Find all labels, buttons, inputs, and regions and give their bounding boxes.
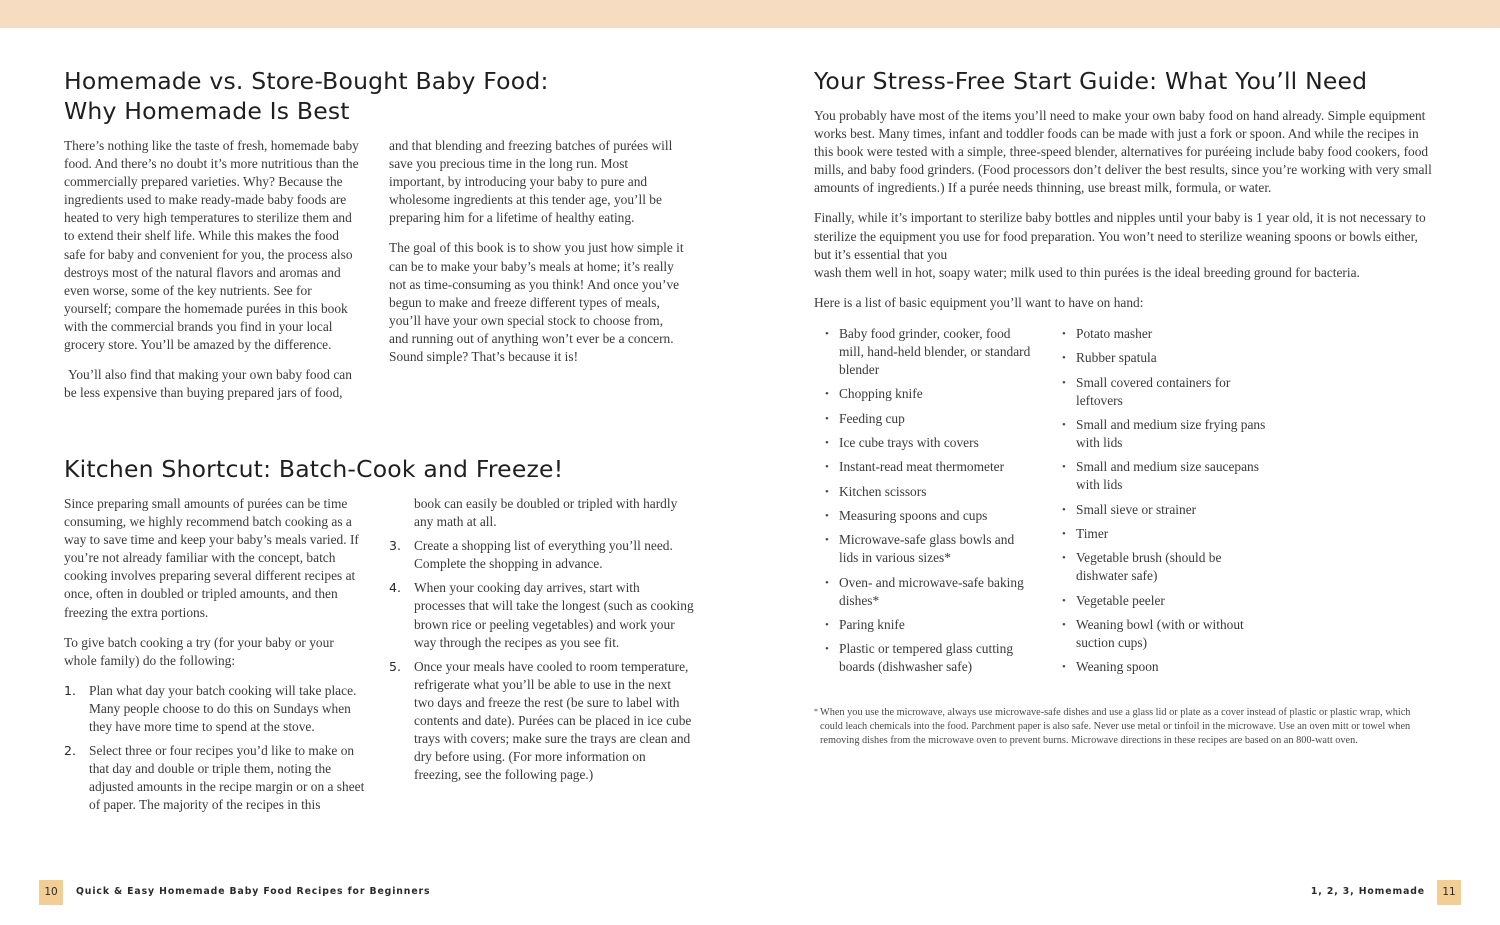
equipment-item-text: Weaning bowl (with or without suction cups) bbox=[1076, 616, 1244, 650]
footnote-asterisk: * bbox=[814, 707, 818, 716]
equipment-item-text: Vegetable brush (should be dishwater safe) bbox=[1076, 550, 1222, 584]
running-footer-left: Quick & Easy Homemade Baby Food Recipes for Beginners bbox=[76, 886, 431, 897]
step-number: 5. bbox=[389, 658, 401, 674]
section2-column-2 bbox=[389, 495, 694, 790]
equipment-item bbox=[825, 325, 1035, 379]
equipment-item bbox=[1062, 549, 1272, 585]
list-item bbox=[64, 742, 369, 814]
equipment-item bbox=[825, 531, 1035, 567]
bullet: • bbox=[825, 388, 829, 401]
equipment-list-right bbox=[1062, 325, 1272, 683]
bullet: • bbox=[825, 643, 829, 656]
equipment-item bbox=[825, 458, 1035, 476]
step-number: 1. bbox=[64, 682, 76, 698]
bullet: • bbox=[1062, 376, 1066, 389]
equipment-item-text: Oven- and microwave-safe baking dishes* bbox=[839, 574, 1024, 608]
top-color-band bbox=[0, 0, 1500, 28]
start-guide-body bbox=[814, 107, 1434, 324]
equipment-item bbox=[1062, 374, 1272, 410]
bullet: • bbox=[825, 576, 829, 589]
bullet: • bbox=[1062, 552, 1066, 565]
equipment-item bbox=[825, 434, 1035, 452]
equipment-item-text: Instant-read meat thermometer bbox=[839, 459, 1005, 475]
bullet: • bbox=[825, 534, 829, 547]
equipment-item-text: Small and medium size frying pans with lids bbox=[1076, 416, 1266, 451]
step-number: 2. bbox=[64, 743, 76, 759]
equipment-item-text: Baby food grinder, cooker, food mill, hand-held blender, or standard blender bbox=[839, 326, 1031, 378]
bullet: • bbox=[1062, 461, 1066, 474]
step-number: 4. bbox=[389, 580, 401, 596]
equipment-item bbox=[825, 410, 1035, 428]
paragraph: You’ll also find that making your own baby food can be less expensive than buying prepared jars of food, bbox=[64, 367, 352, 401]
bullet: • bbox=[825, 509, 829, 522]
bullet: • bbox=[1062, 527, 1066, 540]
page-number-badge: 10 bbox=[39, 880, 63, 905]
equipment-list-left bbox=[825, 325, 1035, 683]
equipment-item bbox=[1062, 592, 1272, 610]
equipment-item bbox=[825, 507, 1035, 525]
list-item bbox=[389, 658, 694, 785]
footnote-text: When you use the microwave, always use microwave-safe dishes and use a glass lid or plate as a cover instead of plastic or plastic wrap, which could leach chemicals into the food. Parchment paper is also safe. Never use metal or tinfoil in the microwave. Use an oven mitt or towel when removing dishes from the microwave oven to prevent burns. Microwave directions in these recipes are based on an 800-watt oven. bbox=[820, 707, 1411, 746]
equipment-item-text: Vegetable peeler bbox=[1076, 592, 1165, 608]
section-title-start-guide: Your Stress-Free Start Guide: What You’ll Need bbox=[814, 67, 1368, 95]
batch-steps-list-continued bbox=[389, 537, 694, 784]
step-text: Create a shopping list of everything you’ll need. Complete the shopping in advance. bbox=[414, 538, 673, 572]
bullet: • bbox=[1062, 503, 1066, 516]
paragraph: and that blending and freezing batches of purées will save you precious time in the long run. Most important, by introducing your baby to pure and wholesome ingredients at this tender age, you’ll be preparing him for a lifetime of healthy eating. bbox=[389, 138, 673, 226]
paragraph: You probably have most of the items you’ll need to make your own baby food on hand already. Simple equipment works best. Many times, infant and toddler foods can be made with just a fork or spoon. And while the recipes in this book were tested with a simple, three-speed blender, alternatives for puréeing include baby food cookers, food mills, and baby food grinders. (Food processors don’t deliver the best results, since you’re working with very small amounts of ingredients.) If a purée needs thinning, use breast milk, formula, or water. bbox=[814, 108, 1432, 196]
equipment-item bbox=[1062, 416, 1272, 452]
paragraph bbox=[814, 209, 1434, 281]
paragraph: Here is a list of basic equipment you’ll want to have on hand: bbox=[814, 294, 1144, 310]
microwave-footnote bbox=[814, 706, 1414, 748]
bullet: • bbox=[825, 328, 829, 340]
equipment-item-text: Measuring spoons and cups bbox=[839, 507, 988, 523]
bullet: • bbox=[825, 412, 829, 425]
equipment-item bbox=[825, 616, 1035, 634]
equipment-item bbox=[825, 574, 1035, 610]
title-line-2: Why Homemade Is Best bbox=[64, 97, 350, 125]
equipment-item-text: Potato masher bbox=[1076, 326, 1153, 341]
equipment-item bbox=[1062, 325, 1272, 343]
equipment-item-text: Small sieve or strainer bbox=[1076, 501, 1197, 517]
step-number: 3. bbox=[389, 538, 401, 554]
paragraph: To give batch cooking a try (for your baby or your whole family) do the following: bbox=[64, 634, 334, 668]
equipment-item-text: Kitchen scissors bbox=[839, 483, 927, 499]
step-text: Select three or four recipes you’d like to make on that day and double or triple them, noting the adjusted amounts in the recipe margin or on a sheet of paper. The majority of the recipes in this bbox=[89, 743, 365, 813]
equipment-item-text: Small and medium size saucepans with lids bbox=[1076, 459, 1259, 493]
equipment-item-text: Rubber spatula bbox=[1076, 350, 1157, 366]
equipment-item-text: Timer bbox=[1076, 525, 1109, 541]
paragraph-part: Finally, while it’s important to sterilize baby bottles and nipples until your baby is 1 year old, it is not necessary to sterilize the equipment you use for food preparation. You won’t need to sterilize weaning spoons or bowls either, but it’s essential that you bbox=[814, 210, 1426, 262]
equipment-item bbox=[825, 385, 1035, 403]
equipment-item-text: Weaning spoon bbox=[1076, 659, 1159, 675]
equipment-item-text: Plastic or tempered glass cutting boards (dishwasher safe) bbox=[839, 641, 1014, 675]
equipment-item-text: Small covered containers for leftovers bbox=[1076, 374, 1231, 408]
equipment-item bbox=[1062, 501, 1272, 519]
section2-column-1 bbox=[64, 495, 369, 821]
section-title-homemade-vs-store bbox=[64, 66, 704, 126]
batch-steps-list bbox=[64, 682, 369, 815]
equipment-item-text: Paring knife bbox=[839, 616, 905, 632]
section1-column-1 bbox=[64, 137, 360, 414]
equipment-item bbox=[1062, 458, 1272, 494]
equipment-item-text: Chopping knife bbox=[839, 386, 923, 402]
equipment-item-text: Ice cube trays with covers bbox=[839, 435, 979, 451]
bullet: • bbox=[825, 461, 829, 474]
equipment-item bbox=[825, 640, 1035, 676]
equipment-item bbox=[1062, 349, 1272, 367]
step-text: When your cooking day arrives, start with processes that will take the longest (such as cooking brown rice or peeling vegetables) and work your way through the recipes as you see fit. bbox=[414, 580, 694, 650]
equipment-item bbox=[1062, 658, 1272, 676]
equipment-item bbox=[1062, 616, 1272, 652]
section1-column-2 bbox=[389, 137, 685, 378]
paragraph: Since preparing small amounts of purées can be time consuming, we highly recommend batch cooking as a way to save time and keep your baby’s meals varied. If you’re not already familiar with the concept, batch cooking involves preparing several different recipes at once, often in doubled or tripled amounts, and then freezing the extra portions. bbox=[64, 496, 359, 620]
bullet: • bbox=[1062, 352, 1066, 365]
bullet: • bbox=[825, 485, 829, 498]
bullet: • bbox=[825, 437, 829, 450]
running-footer-right: 1, 2, 3, Homemade bbox=[1310, 886, 1425, 897]
step-2-continued: book can easily be doubled or tripled with hardly any math at all. bbox=[414, 496, 678, 530]
bullet: • bbox=[1062, 594, 1066, 607]
bullet: • bbox=[1062, 418, 1066, 431]
section-title-kitchen-shortcut: Kitchen Shortcut: Batch-Cook and Freeze! bbox=[64, 455, 564, 483]
list-item bbox=[389, 579, 694, 651]
equipment-item-text: Microwave-safe glass bowls and lids in various sizes* bbox=[839, 532, 1015, 566]
list-item bbox=[389, 537, 694, 573]
equipment-item bbox=[825, 483, 1035, 501]
list-item bbox=[64, 682, 369, 736]
title-line-1: Homemade vs. Store-Bought Baby Food: bbox=[64, 67, 549, 95]
paragraph: The goal of this book is to show you just how simple it can be to make your baby’s meals at home; it’s really not as time-consuming as you think! And once you’ve begun to make and freeze different types of meals, you’ll have your own special stock to choose from, and running out of anything won’t ever be a concern. Sound simple? That’s because it is! bbox=[389, 240, 684, 365]
paragraph: There’s nothing like the taste of fresh, homemade baby food. And there’s no doubt it’s more nutritious than the commercially prepared varieties. Why? Because the ingredients used to make ready-made baby foods are heated to very high temperatures to sterilize them and to extend their shelf life. While this makes the food safe for baby and convenient for you, the process also destroys most of the natural flavors and aromas and even worse, some of the key nutrients. See for yourself; compare the homemade purées in this book with the commercial brands you find in your local grocery store. You’ll be amazed by the difference. bbox=[64, 138, 359, 353]
page-number-badge: 11 bbox=[1437, 880, 1461, 905]
paragraph-part: wash them well in hot, soapy water; milk used to thin purées is the ideal breeding ground for bacteria. bbox=[814, 264, 1360, 280]
bullet: • bbox=[1062, 661, 1066, 674]
step-text: Once your meals have cooled to room temperature, refrigerate what you’ll be able to use in the next two days and freeze the rest (be sure to label with contents and date). Purées can be placed in ice cube trays with covers; make sure the trays are clean and dry before using. (For more information on freezing, see the following page.) bbox=[414, 658, 692, 783]
bullet: • bbox=[825, 618, 829, 631]
bullet: • bbox=[1062, 618, 1066, 631]
bullet: • bbox=[1062, 328, 1066, 340]
equipment-item bbox=[1062, 525, 1272, 543]
step-text: Plan what day your batch cooking will take place. Many people choose to do this on Sundays when they have more time to spend at the stove. bbox=[89, 682, 357, 735]
equipment-item-text: Feeding cup bbox=[839, 410, 905, 426]
